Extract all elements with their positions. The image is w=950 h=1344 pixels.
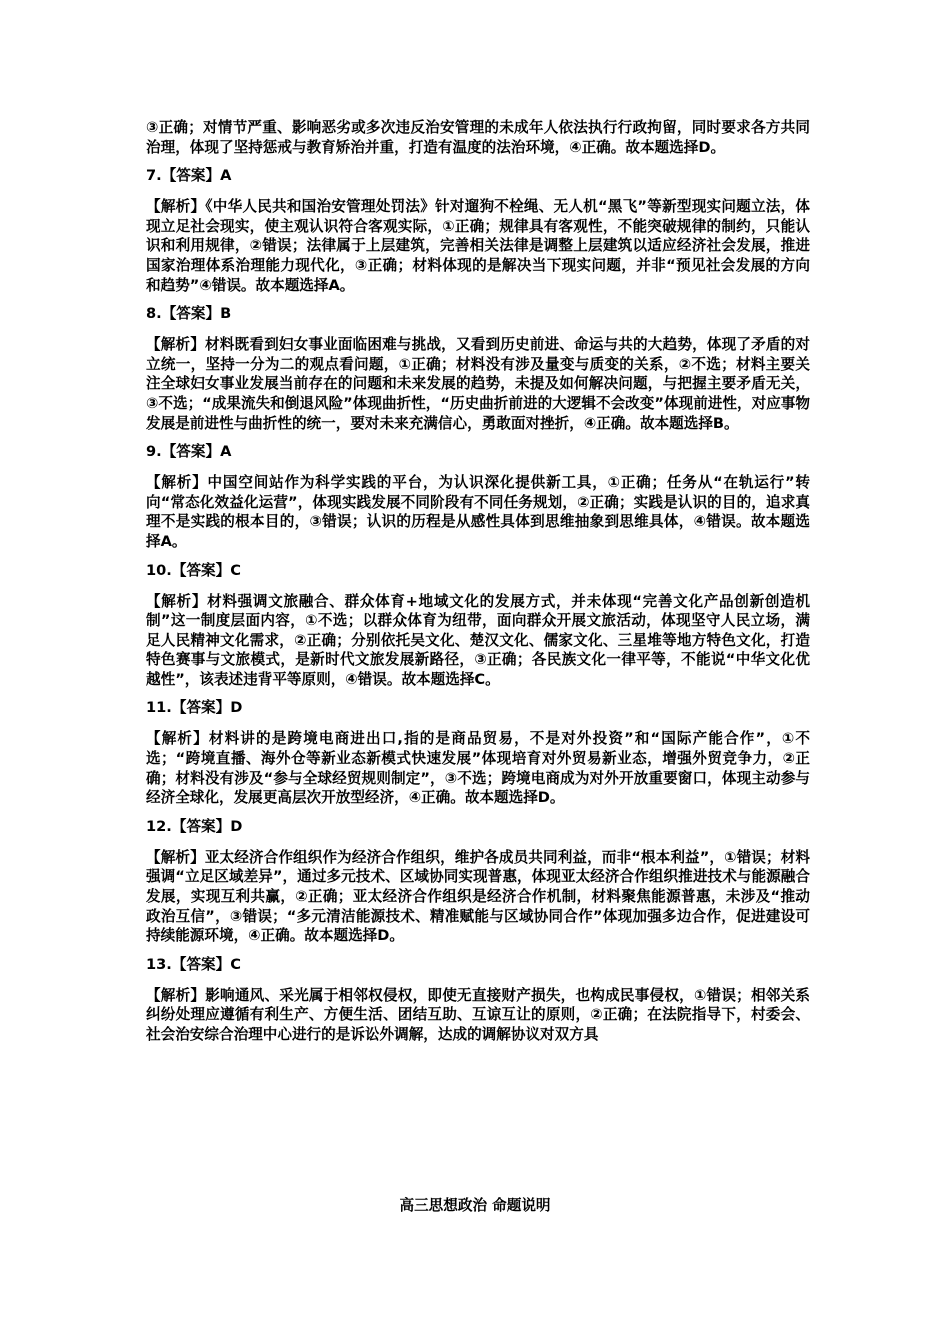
answer-heading-7: 7.【答案】A — [146, 167, 232, 185]
intro-paragraph: ③正确；对情节严重、影响恶劣或多次违反治安管理的未成年人依法执行行政拘留，同时要求各方共同治理，体现了坚持惩戒与教育矫治并重，打造有温度的法治环境，④正确。故本题选择D。 — [146, 119, 810, 156]
document-body — [146, 118, 810, 1045]
answer-heading-10: 10.【答案】C — [146, 561, 241, 579]
answer-heading-11: 11.【答案】D — [146, 699, 243, 717]
page-footer: 高三思想政治 命题说明 — [399, 1197, 551, 1214]
analysis-paragraph-7: 【解析】《中华人民共和国治安管理处罚法》针对遛狗不栓绳、无人机“黑飞”等新型现实问题立法，体现立足社会现实，使主观认识符合客观实际，①正确；规律具有客观性，不能突破规律的制约，只能认识和利用规律，②错误；法律属于上层建筑，完善相关法律是调整上层建筑以适应经济社会发展，推进国家治理体系治理能力现代化，③正确；材料体现的是解决当下现实问题，并非“预见社会发展的方向和趋势”④错误。故本题选择A。 — [146, 198, 810, 294]
answer-heading-8: 8.【答案】B — [146, 305, 232, 323]
analysis-paragraph-10: 【解析】材料强调文旅融合、群众体育+地域文化的发展方式，并未体现“完善文化产品创新创造机制”这一制度层面内容，①不选；以群众体育为纽带，面向群众开展文旅活动，体现坚守人民立场，满足人民精神文化需求，②正确；分别依托吴文化、楚汉文化、儒家文化、三星堆等地方特色文化，打造特色赛事与文旅模式，是新时代文旅发展新路径，③正确；各民族文化一律平等，不能说“中华文化优越性”，该表述违背平等原则，④错误。故本题选择C。 — [146, 592, 810, 688]
analysis-paragraph-8: 【解析】材料既看到妇女事业面临困难与挑战，又看到历史前进、命运与共的大趋势，体现了矛盾的对立统一，坚持一分为二的观点看问题，①正确；材料没有涉及量变与质变的关系，②不选；材料主要关注全球妇女事业发展当前存在的问题和未来发展的趋势，未提及如何解决问题，与把握主要矛盾无关，③不选；“成果流失和倒退风险”体现曲折性，“历史曲折前进的大逻辑不会改变”体现前进性，对应事物发展是前进性与曲折性的统一，要对未来充满信心，勇敢面对挫折，④正确。故本题选择B。 — [146, 336, 810, 432]
analysis-paragraph-11: 【解析】材料讲的是跨境电商进出口,指的是商品贸易，不是对外投资”和“国际产能合作”，①不选；“跨境直播、海外仓等新业态新模式快速发展”体现培育对外贸易新业态，增强外贸竞争力，②正确；材料没有涉及“参与全球经贸规则制定”，③不选；跨境电商成为对外开放重要窗口，体现主动参与经济全球化，发展更高层次开放型经济，④正确。故本题选择D。 — [146, 730, 810, 807]
answer-heading-12: 12.【答案】D — [146, 817, 243, 835]
analysis-paragraph-12: 【解析】亚太经济合作组织作为经济合作组织，维护各成员共同利益，而非“根本利益”，①错误；材料强调“立足区域差异”，通过多元技术、区域协同实现普惠，体现亚太经济合作组织推进技术与能源融合发展，实现互利共赢，②正确；亚太经济合作组织是经济合作机制，材料聚焦能源普惠，未涉及“推动政治互信”，③错误；“多元清洁能源技术、精准赋能与区域协同合作”体现加强多边合作，促进建设可持续能源环境，④正确。故本题选择D。 — [146, 848, 810, 945]
answer-heading-13: 13.【答案】C — [146, 955, 241, 973]
analysis-paragraph-9: 【解析】中国空间站作为科学实践的平台，为认识深化提供新工具，①正确；任务从“在轨运行”转向“常态化效益化运营”，体现实践发展不同阶段有不同任务规划，②正确；实践是认识的目的，追求真理不是实践的根本目的，③错误；认识的历程是从感性具体到思维抽象到思维具体，④错误。故本题选择A。 — [146, 474, 810, 550]
analysis-paragraph-13: 【解析】影响通风、采光属于相邻权侵权，即使无直接财产损失，也构成民事侵权，①错误；相邻关系纠纷处理应遵循有利生产、方便生活、团结互助、互谅互让的原则，②正确；在法院指导下，村委会、社会治安综合治理中心进行的是诉讼外调解，达成的调解协议对双方具 — [146, 986, 810, 1043]
answer-heading-9: 9.【答案】A — [146, 443, 232, 461]
